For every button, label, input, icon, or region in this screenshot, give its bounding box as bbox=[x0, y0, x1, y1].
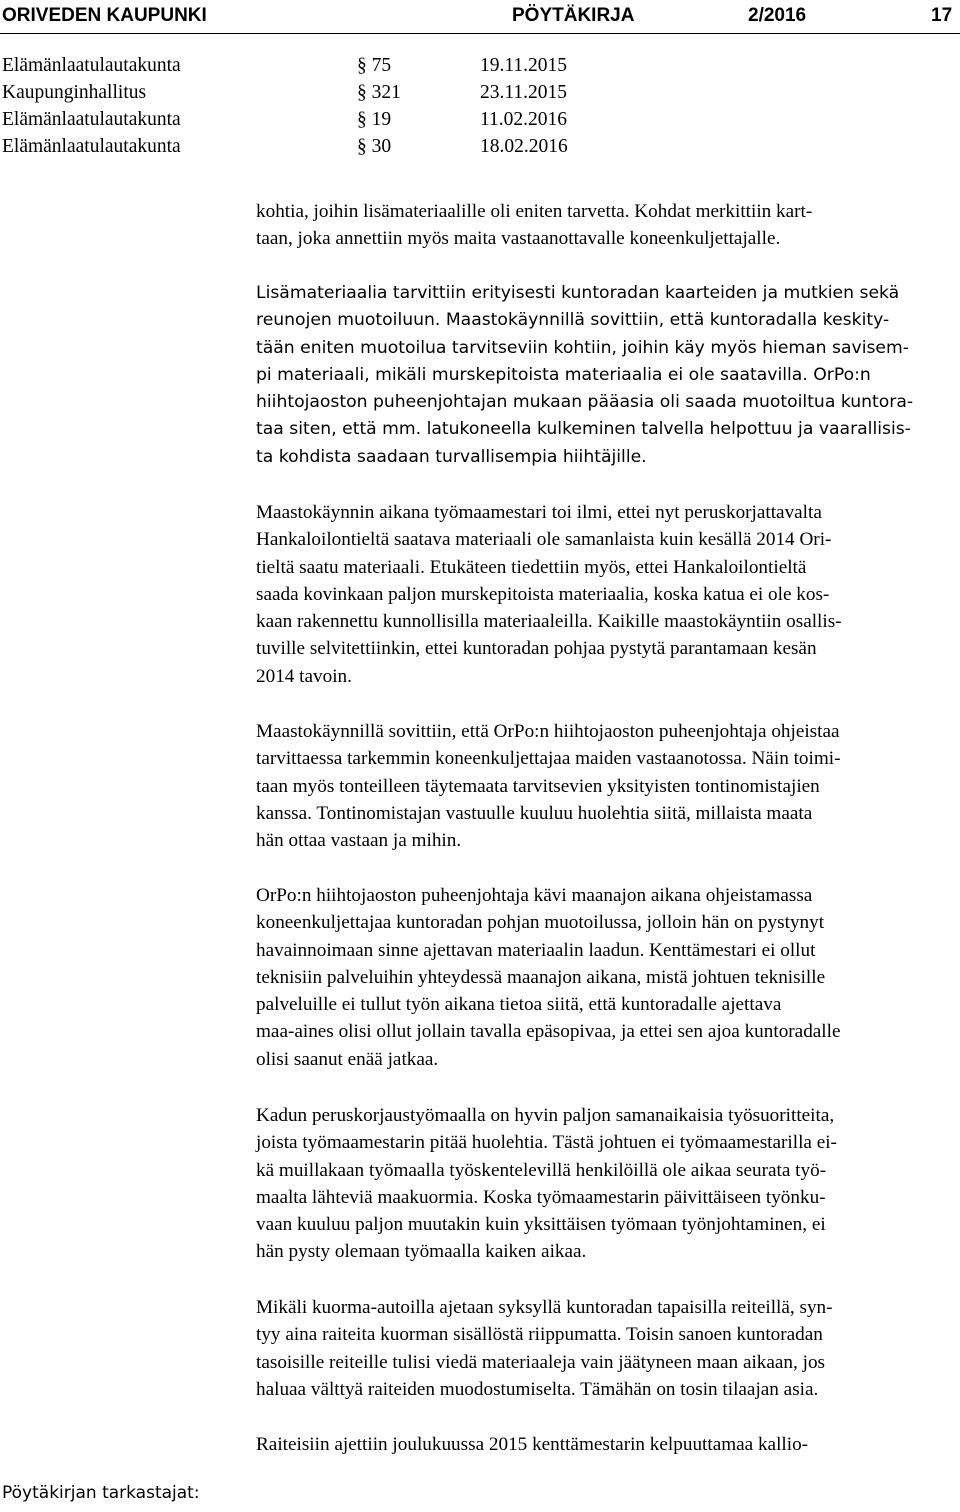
body-name: Elämänlaatulautakunta bbox=[2, 136, 181, 157]
text-line: teknisiin palveluihin yhteydessä maanajon aikana, mistä johtuen teknisille bbox=[256, 966, 826, 988]
body-name: Kaupunginhallitus bbox=[2, 82, 147, 103]
text-line: tasoisille reiteille tulisi viedä materiaaleja vain jäätyneen maan aikaan, jos bbox=[256, 1351, 826, 1373]
text-line: kaan rakennettu kunnollisilla materiaaleilla. Kaikille maastokäyntiin osallis- bbox=[256, 611, 842, 633]
body-name: Elämänlaatulautakunta bbox=[2, 109, 181, 130]
text-line: hän pysty olemaan työmaalla kaiken aikaa. bbox=[256, 1241, 587, 1263]
text-line: Mikäli kuorma-autoilla ajetaan syksyllä kuntoradan tapaisilla reiteillä, syn- bbox=[256, 1297, 833, 1318]
text-line: tyy aina raiteita kuorman sisällöstä riippumatta. Toisin sanoen kuntoradan bbox=[256, 1324, 823, 1346]
page-number: 17 bbox=[931, 5, 953, 26]
text-line: pi materiaali, mikäli murskepitoista materiaalia ei ole saatavilla. OrPo:n bbox=[256, 364, 871, 385]
text-line: Kadun peruskorjaustyömaalla on hyvin paljon samanaikaisia työsuoritteita, bbox=[256, 1105, 835, 1126]
org-name: ORIVEDEN KAUPUNKI bbox=[2, 5, 207, 26]
text-line: olisi saanut enää jatkaa. bbox=[256, 1048, 439, 1070]
text-line: taa siten, että mm. latukoneella kulkeminen talvella helpottuu ja vaarallisis- bbox=[256, 419, 911, 440]
section-number: § 30 bbox=[357, 136, 392, 157]
agenda-row bbox=[0, 82, 960, 109]
section-number: § 19 bbox=[357, 109, 392, 130]
text-line: joista työmaamestarin pitää huolehtia. Tästä johtuen ei työmaamestarilla ei- bbox=[256, 1132, 837, 1154]
text-line: tieltä saatu materiaali. Etukäteen tiedettiin myös, ettei Hankaloilontieltä bbox=[256, 556, 807, 578]
text-line: tään eniten muotoilua tarvitseviin kohtiin, joihin käy myös hieman savisem- bbox=[256, 337, 909, 358]
meeting-date: 23.11.2015 bbox=[480, 82, 568, 103]
paragraph-7 bbox=[256, 1294, 958, 1403]
doc-type: PÖYTÄKIRJA bbox=[512, 5, 635, 26]
text-line: maalta lähteviä maakuormia. Koska työmaamestarin päivittäiseen työnku- bbox=[256, 1186, 826, 1208]
text-line: reunojen muotoiluun. Maastokäynnillä sovittiin, että kuntoradalla keskity- bbox=[256, 310, 890, 331]
agenda-row bbox=[0, 136, 960, 163]
agenda-row bbox=[0, 55, 960, 82]
agenda-history bbox=[0, 55, 960, 163]
text-line: haluaa välttyä raiteiden muodostumiselta. Tämähän on tosin tilaajan asia. bbox=[256, 1378, 819, 1400]
text-line: koneenkuljettajaa kuntoradan pohjan muotoilussa, jolloin hän on pystynyt bbox=[256, 912, 825, 934]
reviewers-label: Pöytäkirjan tarkastajat: bbox=[2, 1483, 200, 1503]
text-line: Maastokäynnillä sovittiin, että OrPo:n hiihtojaoston puheenjohtaja ohjeistaa bbox=[256, 721, 840, 742]
text-line: Lisämateriaalia tarvittiin erityisesti kuntoradan kaarteiden ja mutkien sekä bbox=[256, 283, 900, 303]
paragraph-6 bbox=[256, 1102, 958, 1266]
text-line: taan, joka annettiin myös maita vastaanottavalle koneenkuljettajalle. bbox=[256, 228, 781, 250]
text-line: 2014 tavoin. bbox=[256, 665, 352, 687]
body-name: Elämänlaatulautakunta bbox=[2, 55, 181, 76]
text-line: hän ottaa vastaan ja mihin. bbox=[256, 830, 462, 852]
text-line: maa-aines olisi ollut jollain tavalla epäsopivaa, ja ettei sen ajoa kuntoradalle bbox=[256, 1021, 841, 1043]
doc-number: 2/2016 bbox=[748, 5, 807, 26]
agenda-row bbox=[0, 109, 960, 136]
paragraph-2 bbox=[256, 280, 958, 471]
text-line: taan myös tonteilleen täytemaata tarvitsevien yksityisten tontinomistajien bbox=[256, 775, 820, 797]
paragraph-5 bbox=[256, 882, 958, 1073]
text-line: tuville selvitettiinkin, ettei kuntoradan pohjaa pystytä parantamaan kesän bbox=[256, 638, 817, 660]
text-line: hiihtojaoston puheenjohtajan mukaan pääasia oli saada muotoiltua kuntora- bbox=[256, 392, 914, 413]
paragraph-8 bbox=[256, 1431, 958, 1458]
text-line: kohtia, joihin lisämateriaalille oli eniten tarvetta. Kohdat merkittiin kart- bbox=[256, 201, 813, 222]
text-line: tarvittaessa tarkemmin koneenkuljettajaa maiden vastaanotossa. Näin toimi- bbox=[256, 748, 841, 770]
page-header bbox=[0, 3, 960, 34]
text-line: Hankaloilontieltä saatava materiaali ole samanlaista kuin kesällä 2014 Ori- bbox=[256, 529, 832, 551]
section-number: § 75 bbox=[357, 55, 392, 76]
meeting-date: 18.02.2016 bbox=[480, 136, 568, 157]
text-line: OrPo:n hiihtojaoston puheenjohtaja kävi maanajon aikana ohjeistamassa bbox=[256, 885, 813, 906]
text-line: kä muillakaan työmaalla työskentelevillä henkilöillä ole aikaa seurata työ- bbox=[256, 1159, 827, 1181]
text-line: saada kovinkaan paljon murskepitoista materiaalia, koska katua ei ole kos- bbox=[256, 583, 830, 605]
meeting-date: 19.11.2015 bbox=[480, 55, 568, 76]
text-line: Raiteisiin ajettiin joulukuussa 2015 kenttämestarin kelpuuttamaa kallio- bbox=[256, 1434, 809, 1455]
paragraph-1 bbox=[256, 198, 958, 253]
text-line: kanssa. Tontinomistajan vastuulle kuuluu huolehtia siitä, millaista maata bbox=[256, 802, 813, 824]
paragraph-3 bbox=[256, 499, 958, 690]
text-line: Maastokäynnin aikana työmaamestari toi ilmi, ettei nyt peruskorjattavalta bbox=[256, 502, 822, 523]
text-line: palveluille ei tullut työn aikana tietoa siitä, että kuntoradalle ajettava bbox=[256, 994, 782, 1016]
section-number: § 321 bbox=[357, 82, 401, 103]
text-line: ta kohdista saadaan turvallisempia hiihtäjille. bbox=[256, 446, 647, 467]
paragraph-4 bbox=[256, 718, 958, 854]
text-line: havainnoimaan sinne ajettavan materiaalin laadun. Kenttämestari ei ollut bbox=[256, 939, 816, 961]
meeting-date: 11.02.2016 bbox=[480, 109, 568, 130]
text-line: vaan kuuluu paljon muutakin kuin yksittäisen työmaan työnjohtaminen, ei bbox=[256, 1214, 826, 1236]
